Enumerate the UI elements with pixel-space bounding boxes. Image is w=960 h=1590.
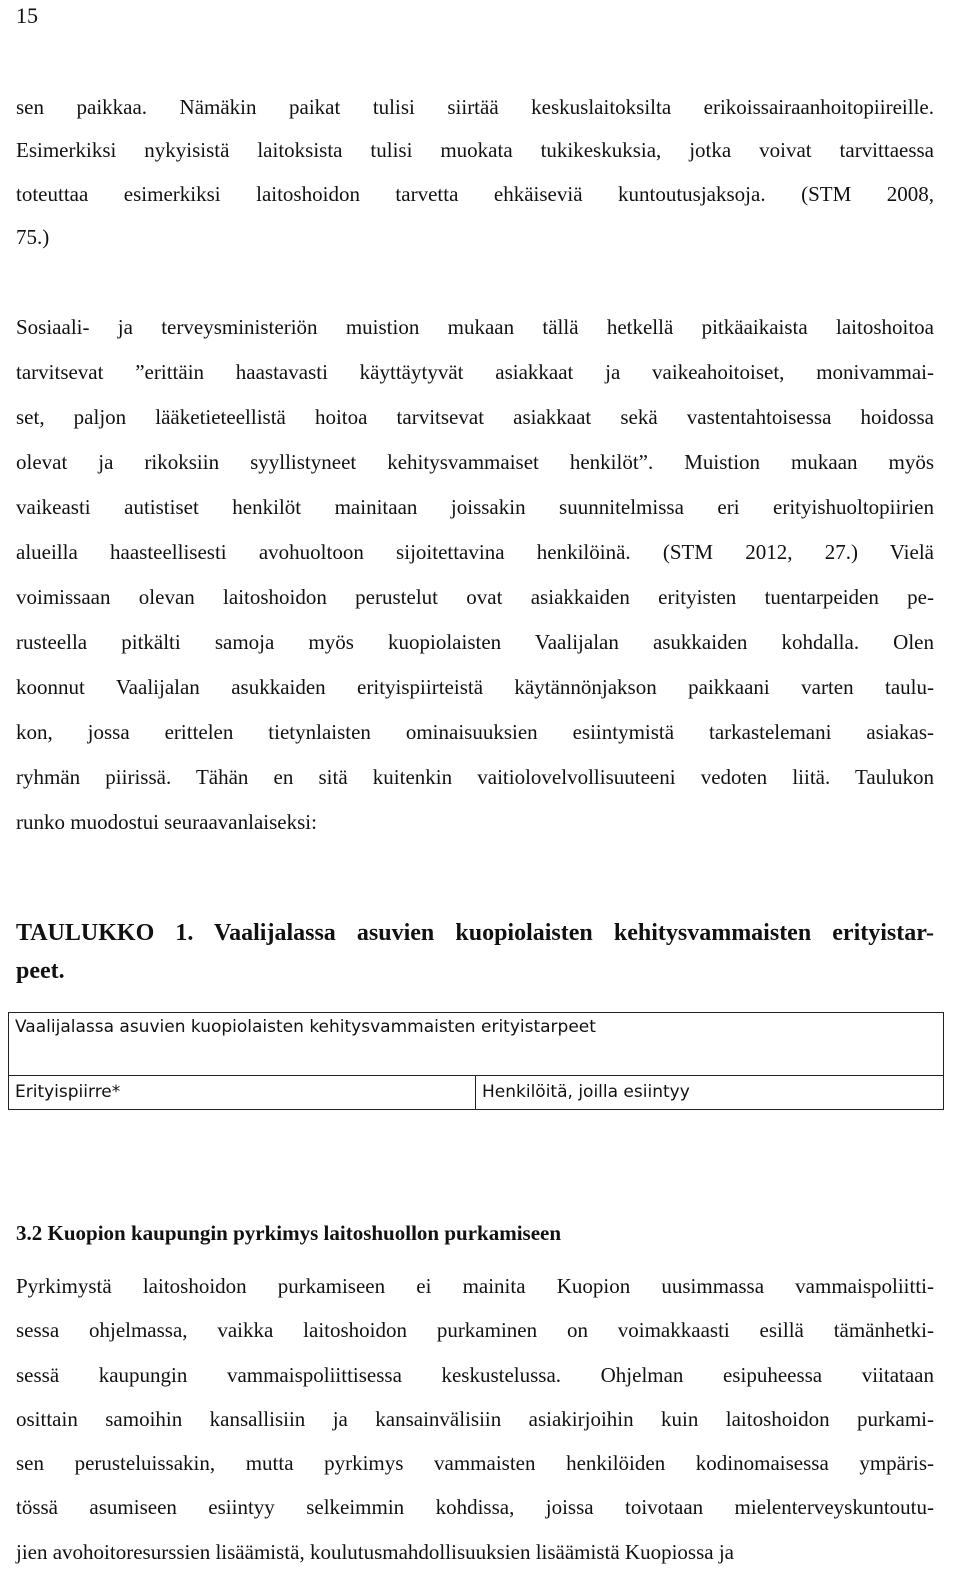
paragraph-line: osittain samoihin kansallisiin ja kansainvälisiin asiakirjoihin kuin laitoshoidon purkami- [16,1406,934,1431]
paragraph-line: voimissaan olevan laitoshoidon perustelut ovat asiakkaiden erityisten tuentarpeiden pe- [16,585,934,609]
paragraph-line: sessa ohjelmassa, vaikka laitoshoidon purkaminen on voimakkaasti esillä tämänhetki- [16,1318,934,1343]
paragraph-intro [16,86,934,259]
table-header-row [9,1076,944,1110]
paragraph-line: runko muodostui seuraavanlaiseksi: [16,810,317,834]
table-title: Vaalijalassa asuvien kuopiolaisten kehitysvammaisten erityistarpeet [9,1013,944,1076]
section-heading: 3.2 Kuopion kaupungin pyrkimys laitoshuollon purkamiseen [16,1221,562,1245]
paragraph-stm-memo [16,305,934,845]
paragraph-line: sen paikkaa. Nämäkin paikat tulisi siirtää keskuslaitoksilta erikoissairaanhoitopiireille. [16,95,934,119]
page-number: 15 [16,3,38,28]
paragraph-line: jien avohoitoresurssien lisäämistä, koulutusmahdollisuuksien lisäämistä Kuopiossa ja [16,1539,734,1564]
paragraph-line: kon, jossa erittelen tietynlaisten ominaisuuksien esiintymistä tarkastelemani asiakas- [16,720,934,744]
caption-line: TAULUKKO 1. Vaalijalassa asuvien kuopiolaisten kehitysvammaisten erityistar- [16,920,934,946]
paragraph-line: rusteella pitkälti samoja myös kuopiolaisten Vaalijalan asukkaiden kohdalla. Olen [16,630,934,654]
paragraph-line: tössä asumiseen esiintyy selkeimmin kohdissa, joissa toivotaan mielenterveyskuntoutu- [16,1495,934,1520]
paragraph-line: Pyrkimystä laitoshoidon purkamiseen ei mainita Kuopion uusimmassa vammaispoliitti- [16,1274,934,1298]
paragraph-line: tarvitsevat ”erittäin haastavasti käyttäytyvät asiakkaat ja vaikeahoitoiset, monivammai- [16,360,934,384]
paragraph-line: sessä kaupungin vammaispoliittisessa keskustelussa. Ohjelman esipuheessa viitataan [16,1362,934,1387]
paragraph-line: 75.) [16,224,50,249]
column-header-characteristic: Erityispiirre* [9,1076,476,1110]
paragraph-line: sen perusteluissakin, mutta pyrkimys vammaisten henkilöiden kodinomaisessa ympäris- [16,1451,934,1476]
caption-line: peet. [16,958,65,984]
special-needs-table [8,1012,944,1110]
paragraph-line: Sosiaali- ja terveysministeriön muistion mukaan tällä hetkellä pitkäaikaista laitoshoitoa [16,315,934,339]
paragraph-line: ryhmän piirissä. Tähän en sitä kuitenkin vaitiolovelvollisuuteeni vedoten liitä. Taulukon [16,765,934,789]
paragraph-line: koonnut Vaalijalan asukkaiden erityispiirteistä käytännönjakson paikkaani varten taulu- [16,675,934,699]
paragraph-line: vaikeasti autistiset henkilöt mainitaan joissakin suunnitelmissa eri erityishuoltopiirien [16,495,934,519]
paragraph-line: toteuttaa esimerkiksi laitoshoidon tarvetta ehkäiseviä kuntoutusjaksoja. (STM 2008, [16,181,934,206]
paragraph-line: Esimerkiksi nykyisistä laitoksista tulisi muokata tukikeskuksia, jotka voivat tarvittaessa [16,138,934,163]
column-header-persons: Henkilöitä, joilla esiintyy [476,1076,944,1110]
paragraph-line: set, paljon lääketieteellistä hoitoa tarvitsevat asiakkaat sekä vastentahtoisessa hoidossa [16,405,934,429]
table-caption [16,914,934,990]
paragraph-line: alueilla haasteellisesti avohuoltoon sijoitettavina henkilöinä. (STM 2012, 27.) Vielä [16,540,934,564]
table-title-row [9,1013,944,1076]
paragraph-kuopio [16,1264,934,1574]
paragraph-line: olevat ja rikoksiin syyllistyneet kehitysvammaiset henkilöt”. Muistion mukaan myös [16,450,934,474]
